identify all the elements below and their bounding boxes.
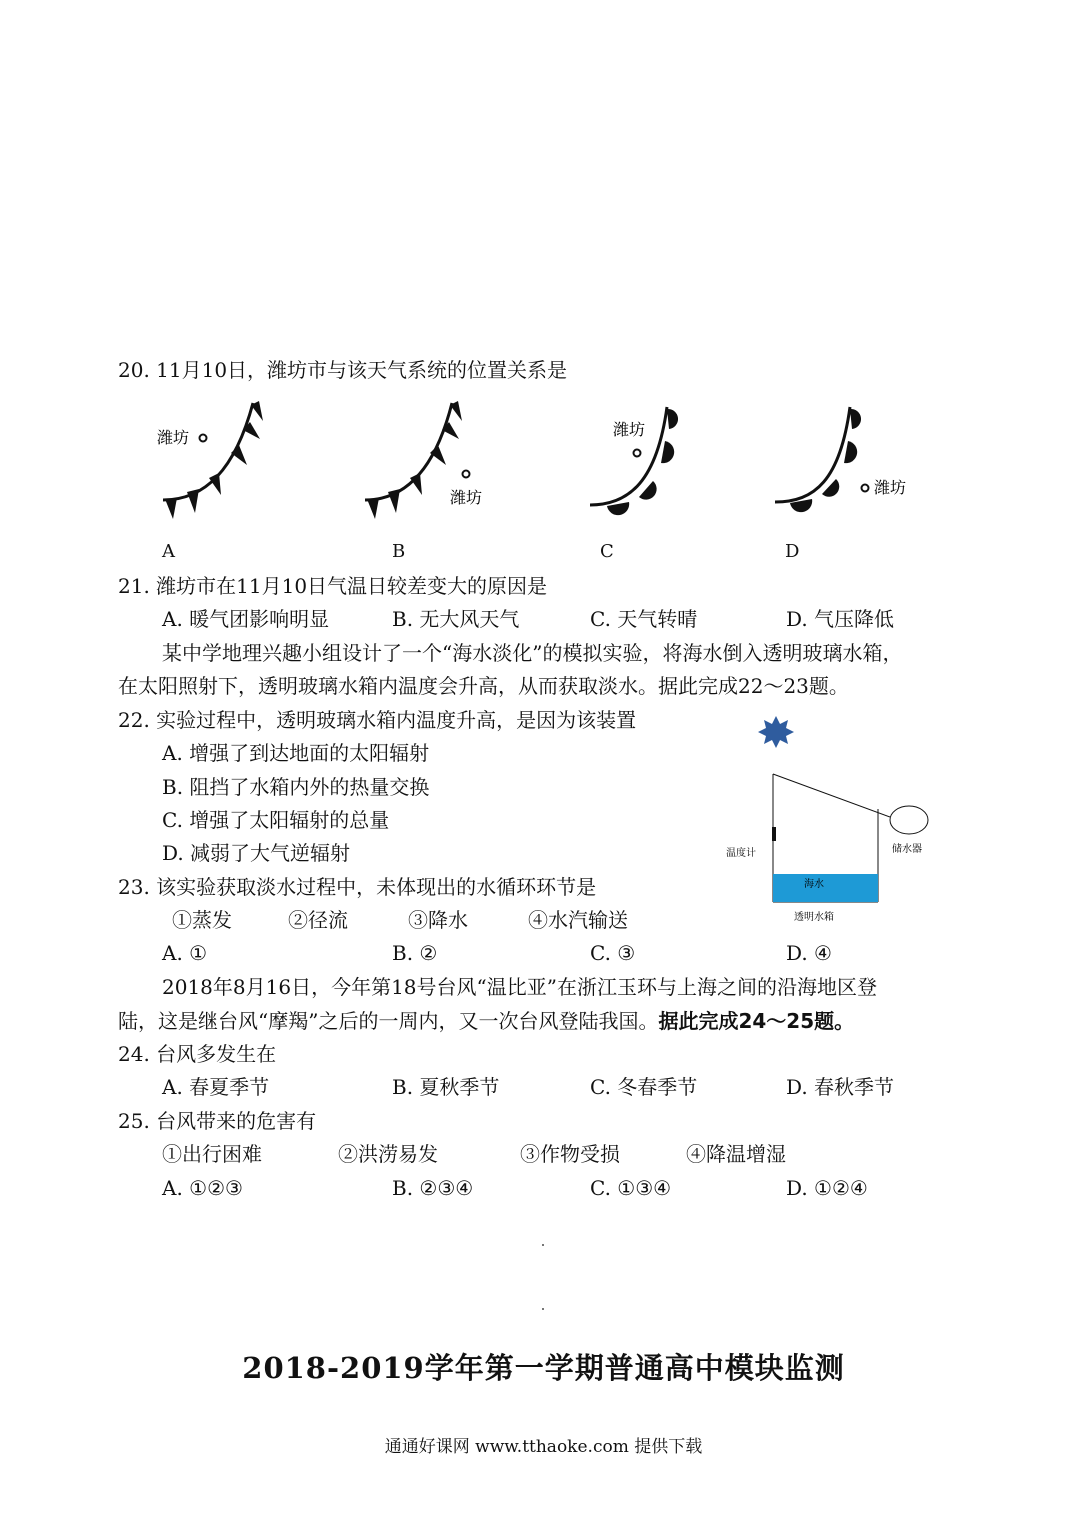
option-23-b: B. ② xyxy=(392,941,438,965)
question-20-stem: 20. 11月10日，潍坊市与该天气系统的位置关系是 xyxy=(118,358,568,382)
figure-b-label: B xyxy=(392,541,406,562)
option-25-c: C. ①③④ xyxy=(590,1176,672,1200)
option-21-a: A. 暖气团影响明显 xyxy=(162,607,330,631)
figure-c-warm-front xyxy=(585,395,695,530)
question-25-stem: 25. 台风带来的危害有 xyxy=(118,1109,317,1133)
option-21-b: B. 无大风天气 xyxy=(392,607,520,631)
option-25-b: B. ②③④ xyxy=(392,1176,474,1200)
question-23-stem: 23. 该实验获取淡水过程中，未体现出的水循环环节是 xyxy=(118,875,597,899)
seawater-fill xyxy=(773,874,878,902)
option-25-d: D. ①②④ xyxy=(786,1176,868,1200)
intro-24-25-line2 xyxy=(118,1008,854,1034)
item-25-1: ①出行困难 xyxy=(162,1142,262,1166)
figure-b-cold-front xyxy=(360,395,500,525)
figure-d-label: D xyxy=(785,541,800,562)
figure-a-label: A xyxy=(162,541,175,562)
collector-label: 储水器 xyxy=(892,844,922,855)
item-23-2: ②径流 xyxy=(288,908,348,932)
thermometer-icon xyxy=(772,827,776,841)
intro-24-25-instruction: 据此完成24～25题。 xyxy=(658,1009,855,1033)
option-21-d: D. 气压降低 xyxy=(786,607,895,631)
figure-c-label: C xyxy=(600,541,614,562)
option-24-a: A. 春夏季节 xyxy=(162,1075,270,1099)
figure-a-cold-front xyxy=(155,395,270,525)
figure-d-warm-front xyxy=(770,395,920,525)
option-22-b: B. 阻挡了水箱内外的热量交换 xyxy=(162,775,430,799)
exam-title: 2018-2019学年第一学期普通高中模块监测 xyxy=(242,1351,845,1385)
item-23-3: ③降水 xyxy=(408,908,468,932)
question-24-stem: 24. 台风多发生在 xyxy=(118,1042,277,1066)
item-25-2: ②洪涝易发 xyxy=(338,1142,438,1166)
option-22-a: A. 增强了到达地面的太阳辐射 xyxy=(162,741,430,765)
question-22-stem: 22. 实验过程中，透明玻璃水箱内温度升高，是因为该装置 xyxy=(118,708,637,732)
thermometer-label: 温度计 xyxy=(726,848,756,859)
item-25-3: ③作物受损 xyxy=(520,1142,620,1166)
sun-icon xyxy=(758,716,794,748)
stray-dot xyxy=(542,1308,544,1310)
seawater-label: 海水 xyxy=(804,879,824,890)
item-23-4: ④水汽输送 xyxy=(528,908,628,932)
intro-22-23-line2: 在太阳照射下，透明玻璃水箱内温度会升高，从而获取淡水。据此完成22～23题。 xyxy=(118,674,849,698)
intro-22-23-line1: 某中学地理兴趣小组设计了一个“海水淡化”的模拟实验，将海水倒入透明玻璃水箱， xyxy=(162,641,903,665)
tank-label: 透明水箱 xyxy=(794,912,834,923)
option-21-c: C. 天气转晴 xyxy=(590,607,698,631)
figure-b-city-label: 潍坊 xyxy=(450,488,483,507)
collector-icon xyxy=(890,806,928,834)
desalination-diagram xyxy=(720,712,940,932)
figure-c-city-label: 潍坊 xyxy=(613,420,646,439)
intro-24-25-line2-text: 陆，这是继台风“摩羯”之后的一周内，又一次台风登陆我国。 xyxy=(118,1009,659,1033)
item-23-1: ①蒸发 xyxy=(172,908,232,932)
option-22-c: C. 增强了太阳辐射的总量 xyxy=(162,808,390,832)
option-23-d: D. ④ xyxy=(786,941,832,965)
option-22-d: D. 减弱了大气逆辐射 xyxy=(162,841,351,865)
option-24-b: B. 夏秋季节 xyxy=(392,1075,500,1099)
figure-d-city-label: 潍坊 xyxy=(874,478,907,497)
stray-dot xyxy=(542,1244,544,1246)
option-25-a: A. ①②③ xyxy=(162,1176,243,1200)
option-23-c: C. ③ xyxy=(590,941,636,965)
download-note: 通通好课网 www.tthaoke.com 提供下载 xyxy=(384,1437,703,1457)
intro-24-25-line1: 2018年8月16日，今年第18号台风“温比亚”在浙江玉环与上海之间的沿海地区登 xyxy=(162,975,877,999)
option-24-c: C. 冬春季节 xyxy=(590,1075,698,1099)
item-25-4: ④降温增湿 xyxy=(686,1142,786,1166)
option-23-a: A. ① xyxy=(162,941,208,965)
question-21-stem: 21. 潍坊市在11月10日气温日较差变大的原因是 xyxy=(118,574,548,598)
option-24-d: D. 春秋季节 xyxy=(786,1075,895,1099)
figure-a-city-label: 潍坊 xyxy=(157,428,190,447)
